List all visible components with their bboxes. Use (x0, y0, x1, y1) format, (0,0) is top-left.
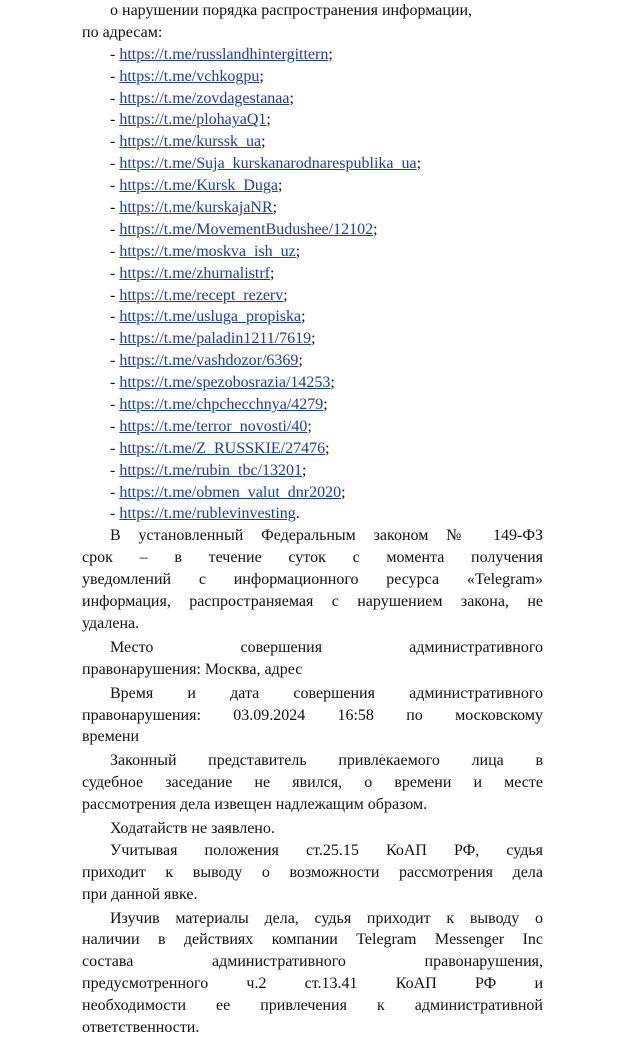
paragraph-line: Законный представитель привлекаемого лица в (110, 752, 543, 770)
list-separator: ; (330, 374, 335, 392)
paragraph-line: времени (82, 728, 140, 746)
list-separator: ; (323, 396, 328, 414)
telegram-link[interactable]: https://t.me/spezobosrazia/14253 (119, 374, 331, 392)
list-separator: ; (272, 199, 278, 217)
paragraph-line: правонарушения: Москва, адрес (82, 660, 303, 678)
telegram-link[interactable]: https://t.me/zovdagestanaa (119, 89, 290, 107)
list-dash: - (110, 220, 120, 238)
list-separator: ; (259, 67, 264, 85)
list-dash: - (110, 111, 120, 129)
link-list-item (82, 482, 543, 504)
paragraph-line: необходимости ее привлечения к административной (82, 997, 543, 1015)
paragraph-line: Изучив материалы дела, судья приходит к выводу о (110, 909, 543, 927)
list-dash: - (110, 242, 120, 260)
paragraph-motions (82, 818, 543, 840)
list-dash: - (110, 330, 120, 348)
telegram-link[interactable]: https://t.me/MovementBudushee/12102 (119, 220, 374, 238)
paragraph-time (82, 683, 543, 749)
list-dash: - (110, 177, 120, 195)
list-separator: ; (261, 133, 266, 151)
list-separator: ; (301, 461, 307, 479)
paragraph-line: наличии в действиях компании Telegram Messenger Inc (82, 931, 543, 949)
list-dash: - (110, 439, 120, 457)
paragraph-study (82, 908, 543, 1039)
intro-line-2: по адресам: (82, 23, 163, 41)
list-separator: ; (283, 286, 288, 304)
telegram-link[interactable]: https://t.me/russlandhintergittern (119, 45, 329, 63)
list-dash: - (110, 374, 120, 392)
telegram-link[interactable]: https://t.me/zhurnalistrf (119, 264, 270, 282)
telegram-link[interactable]: https://t.me/plohayaQ1 (119, 111, 267, 129)
paragraph-line: состава административного правонарушения, (82, 953, 543, 971)
link-list-item (82, 285, 543, 307)
paragraph-line: Учитывая положения ст.25.15 КоАП РФ, судья (110, 841, 543, 859)
list-separator: ; (325, 439, 330, 457)
list-dash: - (110, 133, 120, 151)
telegram-link[interactable]: https://t.me/Z_RUSSKIE/27476 (119, 439, 326, 457)
link-list-item (82, 416, 543, 438)
paragraph-line: Место совершения административного (110, 638, 543, 656)
telegram-link[interactable]: https://t.me/vashdozor/6369 (119, 352, 299, 370)
paragraph-line: В установленный Федеральным законом № 149-ФЗ (110, 527, 543, 545)
paragraph-representative (82, 750, 543, 816)
paragraph-line: рассмотрения дела извещен надлежащим образом. (82, 796, 428, 814)
list-separator: ; (373, 220, 378, 238)
link-list-item (82, 460, 543, 482)
paragraph-line: уведомлений с информационного ресурса «Telegram» (82, 571, 543, 589)
link-list-item (82, 328, 543, 350)
list-dash: - (110, 505, 120, 523)
list-separator: ; (311, 330, 316, 348)
list-dash: - (110, 352, 120, 370)
list-dash: - (110, 396, 120, 414)
link-list-item (82, 350, 543, 372)
telegram-link[interactable]: https://t.me/moskva_ish_uz (119, 242, 296, 260)
telegram-link[interactable]: https://t.me/obmen_valut_dnr2020 (119, 483, 342, 501)
link-list-item (82, 219, 543, 241)
link-list-item (82, 394, 543, 416)
list-separator: ; (301, 308, 306, 326)
paragraph-line: ответственности. (82, 1018, 200, 1036)
telegram-link-list (82, 44, 543, 526)
telegram-link[interactable]: https://t.me/Suja_kurskanarodnarespublika_ua (119, 155, 417, 173)
list-separator: ; (269, 264, 275, 282)
intro-line-1: о нарушении порядка распространения информации, (110, 2, 473, 19)
list-separator: ; (328, 45, 333, 63)
link-list-item (82, 153, 543, 175)
list-dash: - (110, 199, 120, 217)
paragraph-place (82, 637, 543, 681)
list-dash: - (110, 286, 120, 304)
list-separator: ; (277, 177, 283, 195)
paragraph-line: правонарушения: 03.09.2024 16:58 по московскому (82, 706, 543, 724)
paragraph-line: удалена. (82, 614, 140, 632)
paragraph-consideration (82, 840, 543, 906)
paragraph-line: Ходатайств не заявлено. (110, 819, 275, 837)
link-list-item (82, 109, 543, 131)
link-list-item (82, 131, 543, 153)
paragraph-line: Время и дата совершения административного (110, 684, 543, 702)
list-dash: - (110, 461, 120, 479)
link-list-item (82, 197, 543, 219)
list-dash: - (110, 89, 120, 107)
paragraph-law-term (82, 525, 543, 634)
link-list-item (82, 372, 543, 394)
paragraph-line: приходит к выводу о возможности рассмотрения дела (82, 863, 543, 881)
list-dash: - (110, 417, 120, 435)
link-list-item (82, 66, 543, 88)
list-separator: ; (298, 352, 303, 370)
telegram-link[interactable]: https://t.me/paladin1211/7619 (119, 330, 312, 348)
list-separator: . (295, 505, 300, 523)
link-list-item (82, 175, 543, 197)
list-dash: - (110, 155, 120, 173)
telegram-link[interactable]: https://t.me/terror_novosti/40 (119, 417, 308, 435)
list-separator: ; (289, 89, 294, 107)
list-dash: - (110, 67, 120, 85)
paragraph-line: срок – в течение суток с момента получения (82, 549, 543, 567)
paragraph-line: предусмотренного ч.2 ст.13.41 КоАП РФ и (82, 975, 543, 993)
telegram-link[interactable]: https://t.me/kurskajaNR (119, 199, 273, 217)
list-separator: ; (266, 111, 271, 129)
telegram-link[interactable]: https://t.me/usluga_propiska (119, 308, 302, 326)
list-dash: - (110, 483, 120, 501)
telegram-link[interactable]: https://t.me/rublevinvesting (119, 505, 296, 523)
list-dash: - (110, 264, 120, 282)
list-separator: ; (341, 483, 346, 501)
paragraph-line: информация, распространяемая с нарушением закона, не (82, 593, 543, 611)
list-separator: ; (307, 417, 312, 435)
list-separator: ; (416, 155, 422, 173)
list-dash: - (110, 45, 120, 63)
link-list-item (82, 306, 543, 328)
paragraph-line: судебное заседание не явился, о времени и месте (82, 774, 543, 792)
list-dash: - (110, 308, 120, 326)
link-list-item (82, 503, 543, 525)
link-list-item (82, 44, 543, 66)
telegram-link[interactable]: https://t.me/recept_rezerv (119, 286, 284, 304)
telegram-link[interactable]: https://t.me/kurssk_ua (119, 133, 262, 151)
link-list-item (82, 88, 543, 110)
link-list-item (82, 438, 543, 460)
link-list-item (82, 241, 543, 263)
list-separator: ; (295, 242, 301, 260)
telegram-link[interactable]: https://t.me/vchkogpu (119, 67, 260, 85)
telegram-link[interactable]: https://t.me/chpchecchnya/4279 (119, 396, 324, 414)
paragraph-line: при данной явке. (82, 885, 198, 903)
link-list-item (82, 263, 543, 285)
telegram-link[interactable]: https://t.me/rubin_tbc/13201 (119, 461, 302, 479)
telegram-link[interactable]: https://t.me/Kursk_Duga (119, 177, 278, 195)
